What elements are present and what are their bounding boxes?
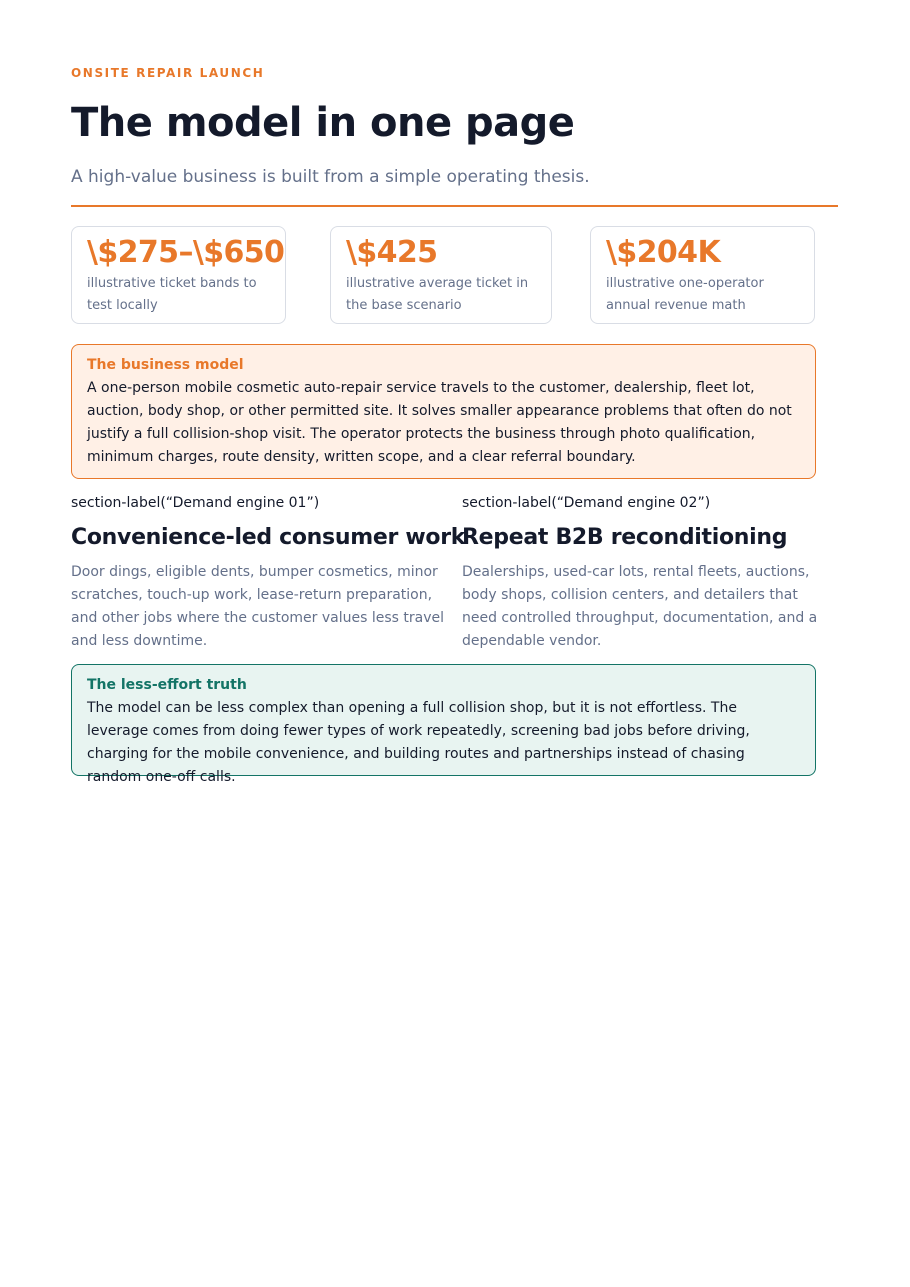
- stat-card-annual-revenue: [590, 226, 815, 324]
- callout-heading: The less-effort truth: [87, 677, 247, 693]
- callout-heading: The business model: [87, 357, 244, 373]
- callout-body: The model can be less complex than opening a full collision shop, but it is not effortless. The leverage comes from doing fewer types of work repeatedly, screening bad jobs before driving, charging for the mobile convenience, and building routes and partnerships instead of chasing random one-off calls.: [87, 700, 750, 785]
- stat-value: \$204K: [606, 235, 721, 270]
- demand-engine-consumer: [71, 492, 466, 653]
- callout-body: A one-person mobile cosmetic auto-repair service travels to the customer, dealership, fleet lot, auction, body shop, or other permitted site. It solves smaller appearance problems that often do not justify a full collision-shop visit. The operator protects the business through photo qualification, minimum charges, route density, written scope, and a clear referral boundary.: [87, 380, 792, 465]
- stat-caption: illustrative average ticket in the base scenario: [346, 276, 529, 313]
- section-label: section-label(“Demand engine 01”): [71, 495, 320, 511]
- section-text: Dealerships, used-car lots, rental fleets, auctions, body shops, collision centers, and detailers that need controlled throughput, documentation, and a dependable vendor.: [462, 564, 818, 649]
- page-subtitle: A high-value business is built from a simple operating thesis.: [71, 167, 590, 187]
- business-model-callout: [71, 344, 816, 479]
- stat-caption: illustrative one-operator annual revenue math: [606, 276, 764, 313]
- stat-caption: illustrative ticket bands to test locally: [87, 276, 257, 313]
- eyebrow-label: ONSITE REPAIR LAUNCH: [71, 66, 265, 80]
- stat-value: \$275–\$650: [87, 235, 285, 270]
- less-effort-callout: [71, 664, 816, 785]
- section-label: section-label(“Demand engine 02”): [462, 495, 711, 511]
- stat-value: \$425: [346, 235, 438, 270]
- section-text: Door dings, eligible dents, bumper cosmetics, minor scratches, touch-up work, lease-return preparation, and other jobs where the customer values less travel and less downtime.: [71, 564, 445, 649]
- header-divider: [71, 205, 838, 207]
- page-title: The model in one page: [71, 100, 575, 146]
- section-heading: Repeat B2B reconditioning: [462, 525, 788, 550]
- section-heading: Convenience-led consumer work: [71, 525, 466, 550]
- demand-engine-b2b: [462, 492, 830, 653]
- stat-card-ticket-bands: [71, 226, 286, 324]
- stat-card-average-ticket: [330, 226, 552, 324]
